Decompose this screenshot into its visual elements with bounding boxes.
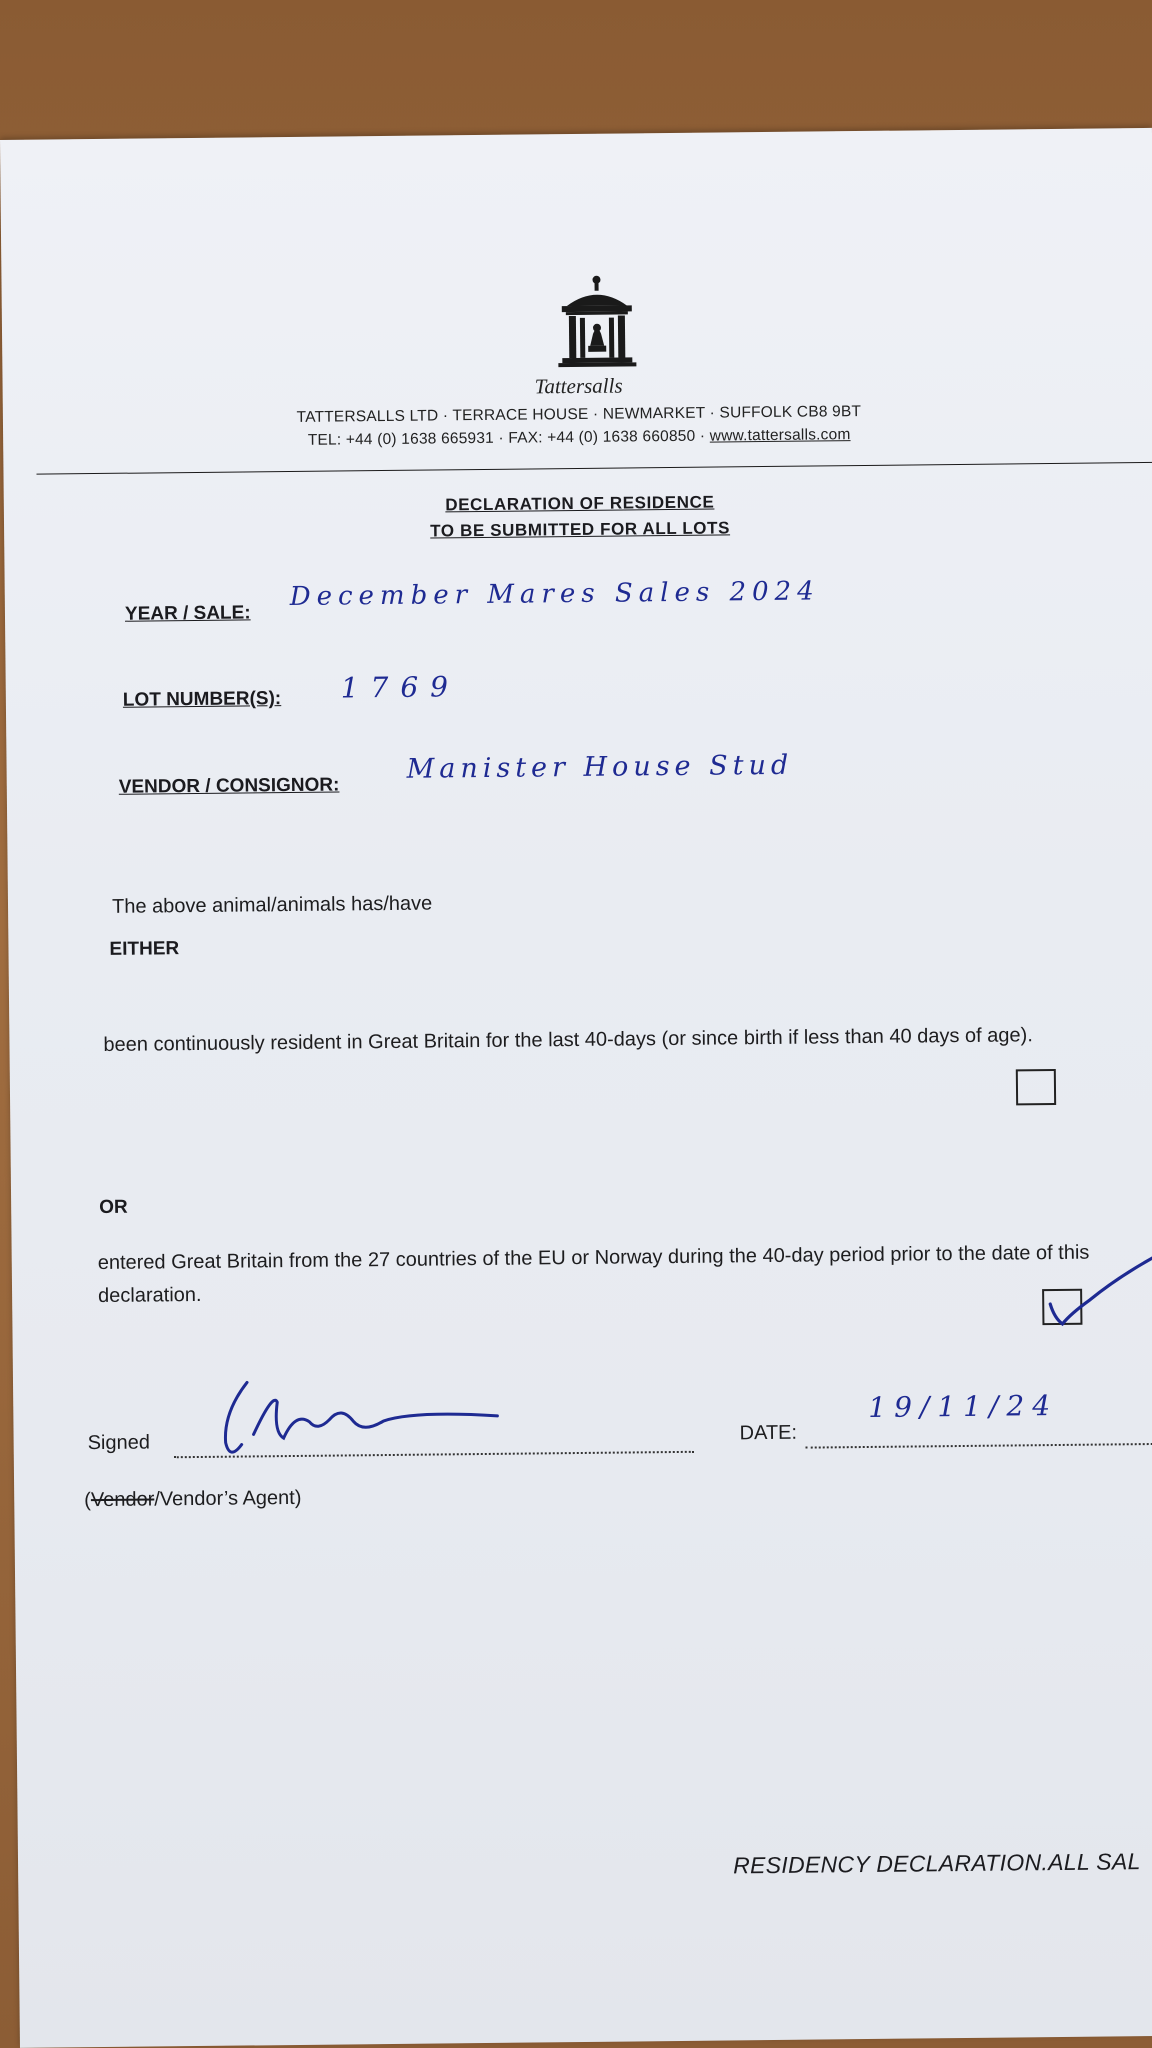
vendor-consignor-value[interactable]: Manister House Stud — [406, 749, 794, 785]
date-line[interactable] — [806, 1425, 1152, 1449]
role-agent: /Vendor’s Agent) — [154, 1486, 302, 1511]
role-open-paren: ( — [84, 1489, 92, 1512]
declaration-form — [0, 128, 1152, 2048]
form-subtitle: TO BE SUBMITTED FOR ALL LOTS — [430, 518, 731, 541]
lot-number-label: LOT NUMBER(S): — [122, 688, 282, 711]
option-entered-text: entered Great Britain from the 27 countries of the EU or Norway during the 40-day period prior to the date of this declaration. — [97, 1241, 1090, 1308]
header-divider — [36, 462, 1152, 475]
date-value[interactable]: 19/11/24 — [868, 1388, 1059, 1424]
check-mark-icon — [1039, 1213, 1152, 1334]
footer-filename: RESIDENCY DECLARATION.ALL SAL — [732, 1848, 1141, 1879]
tattersalls-rotunda-logo — [541, 273, 652, 384]
vendor-consignor-label: VENDOR / CONSIGNOR: — [118, 774, 340, 798]
lot-number-value[interactable]: 1769 — [340, 670, 461, 705]
intro-text: The above animal/animals has/have — [111, 892, 433, 918]
company-address: TATTERSALLS LTD · TERRACE HOUSE · NEWMARKET · SUFFOLK CB8 9BT — [296, 402, 862, 426]
option-resident-text: been continuously resident in Great Britain for the last 40-days (or since birth if less than 40 days of age). — [103, 1024, 1033, 1056]
date-label: DATE: — [739, 1421, 798, 1445]
tel-fax: TEL: +44 (0) 1638 665931 · FAX: +44 (0) 1638 660850 · — [307, 427, 710, 449]
brand-name: Tattersalls — [534, 373, 623, 399]
website-link[interactable]: www.tattersalls.com — [709, 426, 851, 445]
signer-role — [84, 1482, 302, 1517]
signed-label: Signed — [87, 1431, 151, 1455]
either-label: EITHER — [109, 938, 180, 960]
role-vendor-struck: Vendor — [90, 1488, 155, 1512]
year-sale-value[interactable]: December Mares Sales 2024 — [289, 576, 820, 612]
year-sale-label: YEAR / SALE: — [124, 602, 251, 625]
signature-scribble — [213, 1370, 514, 1463]
option-resident-checkbox[interactable] — [1016, 1069, 1056, 1105]
form-title: DECLARATION OF RESIDENCE — [445, 492, 715, 515]
or-label: OR — [99, 1196, 128, 1219]
